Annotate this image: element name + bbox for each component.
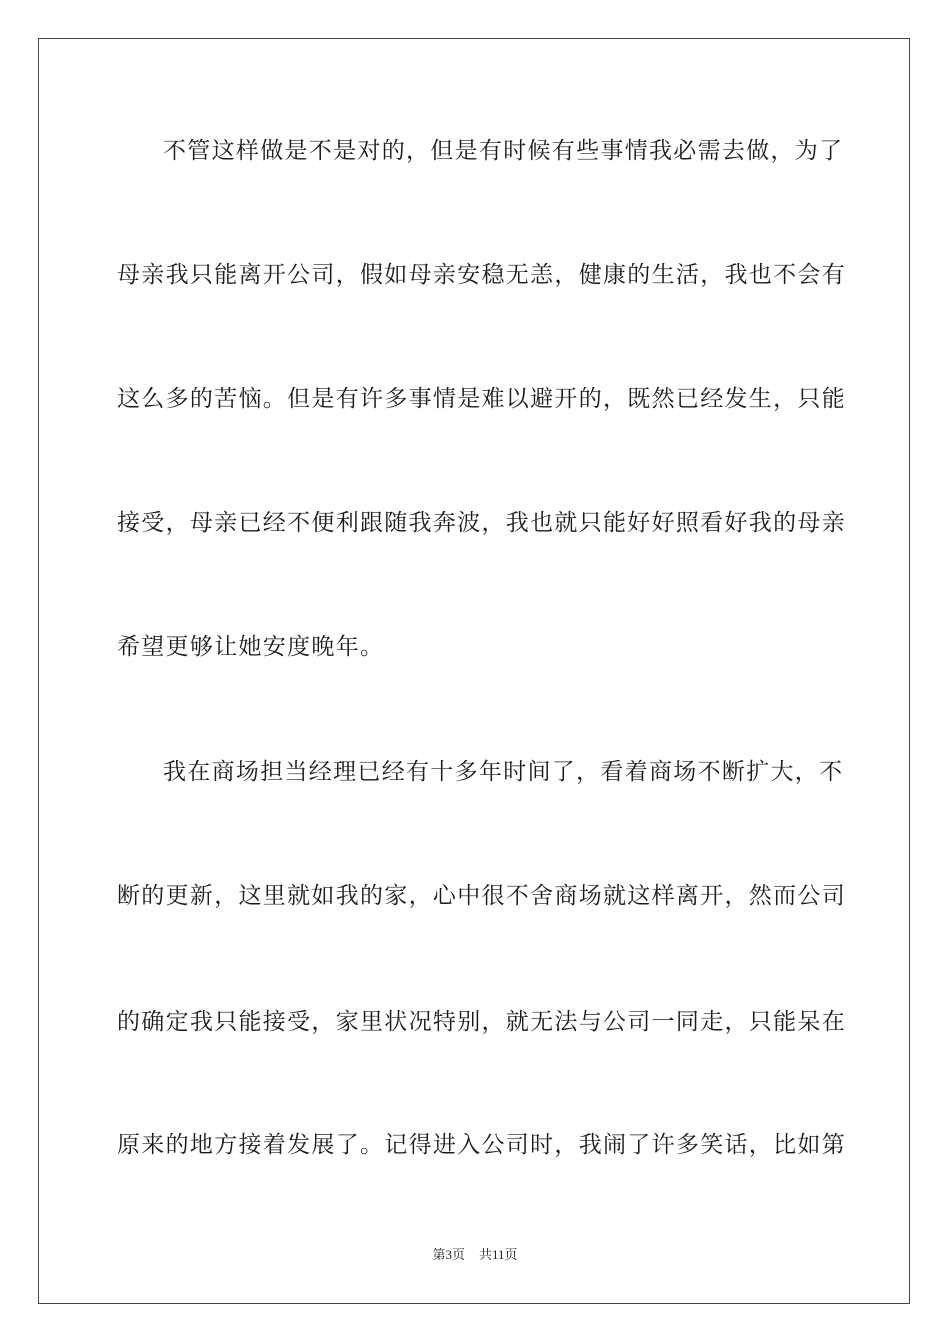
text-line: 这么多的苦恼。但是有许多事情是难以避开的，既然已经发生，只能	[117, 386, 846, 412]
page-footer	[0, 1246, 950, 1264]
text-line: 我在商场担当经理已经有十多年时间了，看着商场不断扩大，不	[163, 759, 844, 785]
text-line: 不管这样做是不是对的，但是有时候有些事情我必需去做，为了	[163, 138, 844, 164]
page-number: 第3页	[432, 1247, 465, 1262]
text-line: 接受，母亲已经不便利跟随我奔波，我也就只能好好照看好我的母亲	[117, 510, 846, 536]
text-line: 希望更够让她安度晚年。	[117, 634, 385, 660]
page-border	[38, 38, 910, 1304]
text-line: 的确定我只能接受，家里状况特别，就无法与公司一同走，只能呆在	[117, 1009, 846, 1035]
text-line: 断的更新，这里就如我的家，心中很不舍商场就这样离开，然而公司	[117, 883, 846, 909]
text-line: 原来的地方接着发展了。记得进入公司时，我闹了许多笑话，比如第	[117, 1132, 846, 1158]
text-line: 母亲我只能离开公司，假如母亲安稳无恙，健康的生活，我也不会有	[117, 262, 846, 288]
total-pages: 共11页	[478, 1247, 518, 1262]
